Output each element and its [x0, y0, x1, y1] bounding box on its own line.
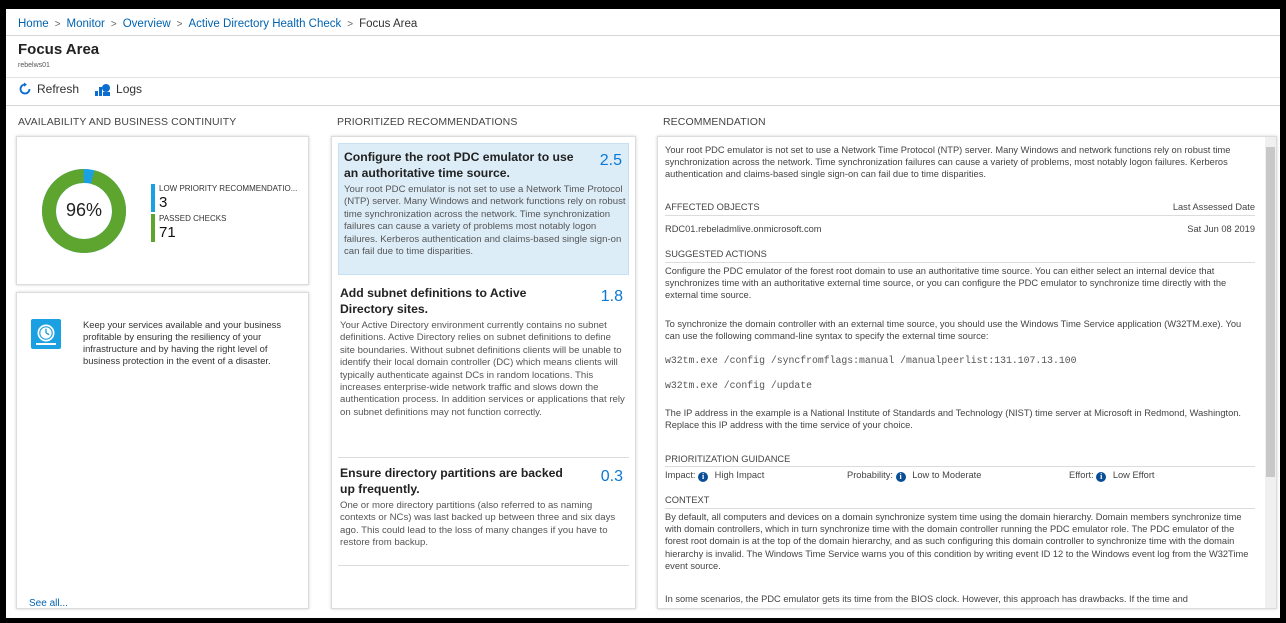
portal-frame [6, 9, 1280, 618]
breadcrumb [18, 13, 417, 35]
see-all-link[interactable]: See all... [29, 598, 68, 609]
probability-value: Low to Moderate [912, 470, 982, 480]
recommendation-title: Ensure directory partitions are backed up frequently. [340, 466, 563, 496]
suggested-actions-header: SUGGESTED ACTIONS [665, 249, 767, 259]
probability-label: Probability: [847, 470, 893, 480]
availability-section-title: AVAILABILITY AND BUSINESS CONTINUITY [18, 116, 237, 128]
affected-object-link[interactable]: RDC01.rebeladmlive.onmicrosoft.com [665, 224, 822, 234]
prioritization-guidance-divider [665, 466, 1255, 467]
breadcrumb-ad-health-check[interactable]: Active Directory Health Check [188, 18, 342, 30]
passed-legend-label: PASSED CHECKS [159, 214, 227, 223]
logs-icon [95, 82, 111, 96]
context-header: CONTEXT [665, 495, 710, 505]
info-icon[interactable]: i [1096, 472, 1106, 482]
low-priority-legend-label: LOW PRIORITY RECOMMENDATIO... [159, 184, 298, 193]
availability-clock-icon [31, 319, 61, 349]
affected-objects-divider [665, 215, 1255, 216]
recommendation-section-title: RECOMMENDATION [663, 116, 766, 128]
toolbar-divider [6, 105, 1280, 106]
breadcrumb-current: Focus Area [359, 18, 418, 30]
impact-label: Impact: [665, 470, 696, 480]
impact-value: High Impact [714, 470, 765, 480]
low-priority-count: 3 [159, 194, 168, 211]
breadcrumb-separator: > [54, 18, 61, 30]
recommendation-title: Add subnet definitions to Active Directory sites. [340, 286, 527, 316]
refresh-icon [18, 82, 32, 96]
detail-scrollbar-thumb[interactable] [1266, 147, 1275, 477]
donut-percent-label: 96% [65, 200, 103, 220]
passed-legend-bar [151, 214, 155, 242]
recommendation-body: Your Active Directory environment currently contains no subnet definitions. Active Directory relies on subnet definitions to define site boundaries. Without subnet definitions clients will be unable to identify their local domain controller (DC) which means clients will typically authenticate against DCs in random locations. This increases enterprise-wide network traffic and slows down the authentication process. In addition services or applications that rely on subnet definitions may not function correctly. [340, 320, 625, 418]
recommendation-score: 0.3 [600, 468, 623, 485]
affected-object-date: Sat Jun 08 2019 [1187, 224, 1255, 234]
refresh-button[interactable] [18, 82, 79, 96]
breadcrumb-separator: > [110, 18, 117, 30]
context-text: By default, all computers and devices on a domain synchronize system time using the domain hierarchy. Domain members synchronize time with domain controllers, which in turn synchronize time with the domain controller running the PDC emulator role. The PDC emulator of the forest root domain is at the top of the domain hierarchy, and as such configuring this domain controller to synchronize time with the domain hierarchy is invalid. The Windows Time Service warns you of this condition by writing event ID 12 to the Windows event log from the W32Time event source. [665, 512, 1249, 571]
breadcrumb-overview[interactable]: Overview [122, 18, 171, 30]
toolbar [18, 82, 142, 96]
recommendation-detail-panel [657, 136, 1277, 609]
availability-description: Keep your services available and your business profitable by ensuring the resiliency of your infrastructure and by having the right level of business protection in the event of a disaster. [83, 319, 282, 366]
prioritized-section-title: PRIORITIZED RECOMMENDATIONS [337, 116, 518, 128]
page-subtitle: rebelws01 [18, 62, 50, 69]
suggested-actions-text: To synchronize the domain controller with an external time source, you should use the Windows Time Service application (W32TM.exe). You can use the following command-line syntax to specify the external time source: [665, 319, 1242, 342]
low-priority-legend-bar [151, 184, 155, 212]
recommendation-body: One or more directory partitions (also referred to as naming contexts or NCs) was last backed up between three and six days ago. This could lead to the loss of many changes if you have to restore from backup. [340, 500, 616, 549]
refresh-label: Refresh [37, 82, 80, 96]
breadcrumb-separator: > [347, 18, 354, 30]
info-icon[interactable]: i [698, 472, 708, 482]
breadcrumb-separator: > [176, 18, 183, 30]
context-text: In some scenarios, the PDC emulator gets its time from the BIOS clock. However, this approach has drawbacks. If the time and [665, 594, 1188, 604]
breadcrumb-home[interactable]: Home [18, 18, 49, 30]
recommendation-title: Configure the root PDC emulator to use an authoritative time source. [344, 150, 574, 180]
recommendation-item[interactable] [338, 460, 629, 566]
summary-tile[interactable] [16, 136, 309, 285]
focus-area-description-tile [16, 292, 309, 609]
prioritization-guidance-header: PRIORITIZATION GUIDANCE [665, 454, 791, 464]
recommendation-score: 1.8 [600, 288, 623, 305]
command-line: w32tm.exe /config /update [665, 380, 812, 391]
logs-button[interactable] [95, 82, 142, 96]
suggested-actions-text: The IP address in the example is a National Institute of Standards and Technology (NIST) time server at Microsoft in Redmond, Washington. Replace this IP address with the time service of your choice. [665, 408, 1242, 431]
suggested-actions-divider [665, 262, 1255, 263]
page-title: Focus Area [18, 41, 100, 58]
recommendation-item-selected[interactable] [338, 143, 629, 275]
effort-value: Low Effort [1112, 470, 1155, 480]
command-line: w32tm.exe /config /syncfromflags:manual /manualpeerlist:131.107.13.100 [665, 355, 1077, 366]
suggested-actions-text: Configure the PDC emulator of the forest root domain to use an authoritative time source. You can either select an internal device that synchronizes time with an authoritative external time source, or you can configure the PDC emulator to synchronize time directly with the external time source. [665, 266, 1227, 301]
context-divider [665, 508, 1255, 509]
affected-objects-header: AFFECTED OBJECTS [665, 202, 760, 212]
effort-label: Effort: [1069, 470, 1094, 480]
toolbar-top-divider [6, 77, 1280, 78]
detail-scrollbar[interactable] [1265, 137, 1276, 608]
logs-label: Logs [116, 82, 143, 96]
last-assessed-header: Last Assessed Date [1172, 202, 1255, 212]
recommendation-item[interactable] [338, 280, 629, 458]
effort-row [1069, 469, 1255, 482]
recommendation-score: 2.5 [599, 152, 622, 169]
passed-count: 71 [159, 224, 176, 241]
info-icon[interactable]: i [896, 472, 906, 482]
prioritized-recommendations-panel [331, 136, 636, 609]
breadcrumb-monitor[interactable]: Monitor [66, 18, 105, 30]
recommendation-body: Your root PDC emulator is not set to use a Network Time Protocol (NTP) server. Many Windows and network functions rely on robust time synchronization across the network. Time synchronization failures can cause a variety of problems most notably logon failures. Kerberos authentication and claims-based single sign-on can fail due to time disparities. [344, 184, 626, 258]
recommendation-intro: Your root PDC emulator is not set to use a Network Time Protocol (NTP) server. Many Windows and network functions rely on robust time synchronization across the network. Time synchronization failures can cause a variety of problems, most notably logon failures. Kerberos authentication and claims-based single sign-on can fail due to time disparities. [665, 145, 1231, 180]
header-divider [6, 35, 1280, 36]
